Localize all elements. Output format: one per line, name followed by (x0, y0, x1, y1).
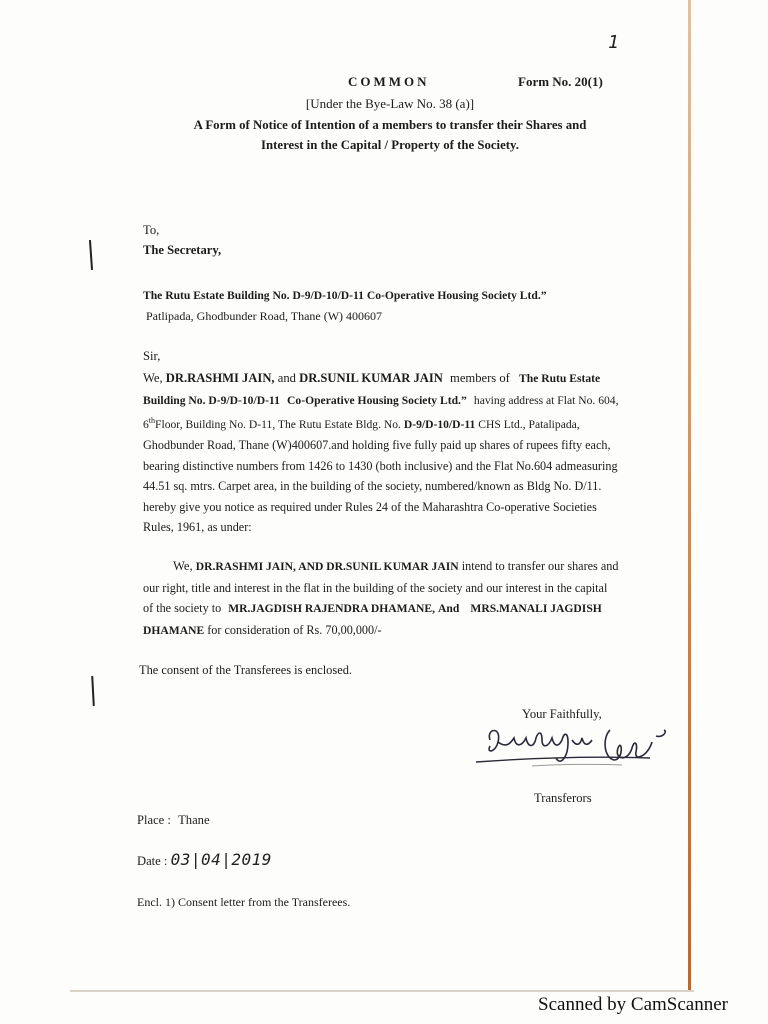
signature-image (472, 718, 682, 780)
closing-faithfully: Your Faithfully, (522, 707, 602, 721)
page-edge-right (688, 0, 691, 992)
p1-bldg-bold: D-9/D-10/D-11 (403, 417, 476, 431)
p1-we: We, (143, 371, 163, 385)
address-society: The Rutu Estate Building No. D-9/D-10/D-11 Co-Operative Housing Society Ltd.” (143, 289, 547, 302)
p2-transferee1: MR.JAGDISH RAJENDRA DHAMANE, (228, 602, 435, 615)
salutation: Sir, (143, 349, 161, 363)
p1-and: and (277, 371, 296, 385)
form-subtitle-2: Interest in the Capital / Property of the Society. (261, 138, 519, 152)
consent-note: The consent of the Transferees is enclosed. (139, 663, 352, 677)
p1-line5: bearing distinctive numbers from 1426 to 1430 (both inclusive) and the Flat No.604 admeasuring (143, 458, 618, 473)
place-value: Thane (178, 813, 210, 827)
place-label: Place : (137, 813, 171, 827)
p1-floor-num: 6 (143, 417, 149, 431)
page-number: 1 (608, 32, 620, 53)
date-row (137, 850, 272, 872)
p1-society-b: Building No. D-9/D-10/D-11 (143, 393, 280, 407)
enclosure-note: Encl. 1) Consent letter from the Transferees. (137, 895, 351, 909)
form-title: COMMON (348, 74, 430, 89)
margin-mark-top (89, 240, 93, 270)
p2-we: We, (173, 559, 193, 573)
p2-line3-a: of the society to (143, 601, 222, 615)
margin-mark-bottom (91, 676, 95, 706)
p1-chs: CHS Ltd., Patalipada, (478, 417, 580, 431)
p2-transferors: DR.RASHMI JAIN, AND DR.SUNIL KUMAR JAIN (195, 560, 459, 573)
p2-rest1: intend to transfer our shares and (461, 559, 619, 573)
p1-member1: DR.RASHMI JAIN, (165, 371, 275, 385)
closing-transferors: Transferors (534, 791, 592, 805)
p1-society-c: Co-Operative Housing Society Ltd.” (287, 393, 467, 407)
p2-consideration: for consideration of Rs. 70,00,000/- (207, 622, 382, 637)
date-label: Date : (137, 854, 168, 868)
p1-address-text: having address at Flat No. 604, (473, 393, 619, 407)
place-row (137, 810, 210, 831)
p1-line4: Ghodbunder Road, Thane (W)400607.and holding five fully paid up shares of rupees fifty each, (143, 438, 611, 453)
p1-floor-rest: Floor, Building No. D-11, The Rutu Estate Bldg. No. (155, 417, 401, 431)
p2-line2: our right, title and interest in the flat in the building of the society and our interest in the capital (143, 580, 608, 595)
p1-floor-sup: th (148, 416, 156, 425)
form-number: Form No. 20(1) (518, 74, 603, 89)
p1-society-a: The Rutu Estate (519, 372, 601, 385)
address-to: To, (143, 223, 160, 237)
paragraph-2 (143, 556, 623, 641)
p1-member2: DR.SUNIL KUMAR JAIN (299, 371, 443, 385)
form-subtitle-1: A Form of Notice of Intention of a members to transfer their Shares and (193, 118, 587, 132)
paragraph-1 (143, 368, 623, 538)
page-edge-bottom (70, 990, 694, 992)
p1-line6: 44.51 sq. mtrs. Carpet area, in the building of the society, numbered/known as Bldg No. D/11. (143, 479, 602, 494)
date-value: 03|04|2019 (170, 850, 272, 869)
p2-transferee2-b: DHAMANE (143, 623, 205, 637)
p2-transferee2-a: MRS.MANALI JAGDISH (470, 602, 602, 615)
scanner-label: Scanned by CamScanner (538, 994, 728, 1015)
p1-members-of: members of (450, 371, 510, 385)
address-recipient: The Secretary, (143, 243, 222, 257)
p1-line7: hereby give you notice as required under Rules 24 of the Maharashtra Co-operative Societies (143, 499, 597, 514)
byelaw-reference: [Under the Bye-Law No. 38 (a)] (305, 96, 475, 111)
p1-line8: Rules, 1961, as under: (143, 520, 252, 535)
p2-and: And (438, 602, 460, 615)
address-location: Patlipada, Ghodbunder Road, Thane (W) 400607 (146, 309, 383, 323)
